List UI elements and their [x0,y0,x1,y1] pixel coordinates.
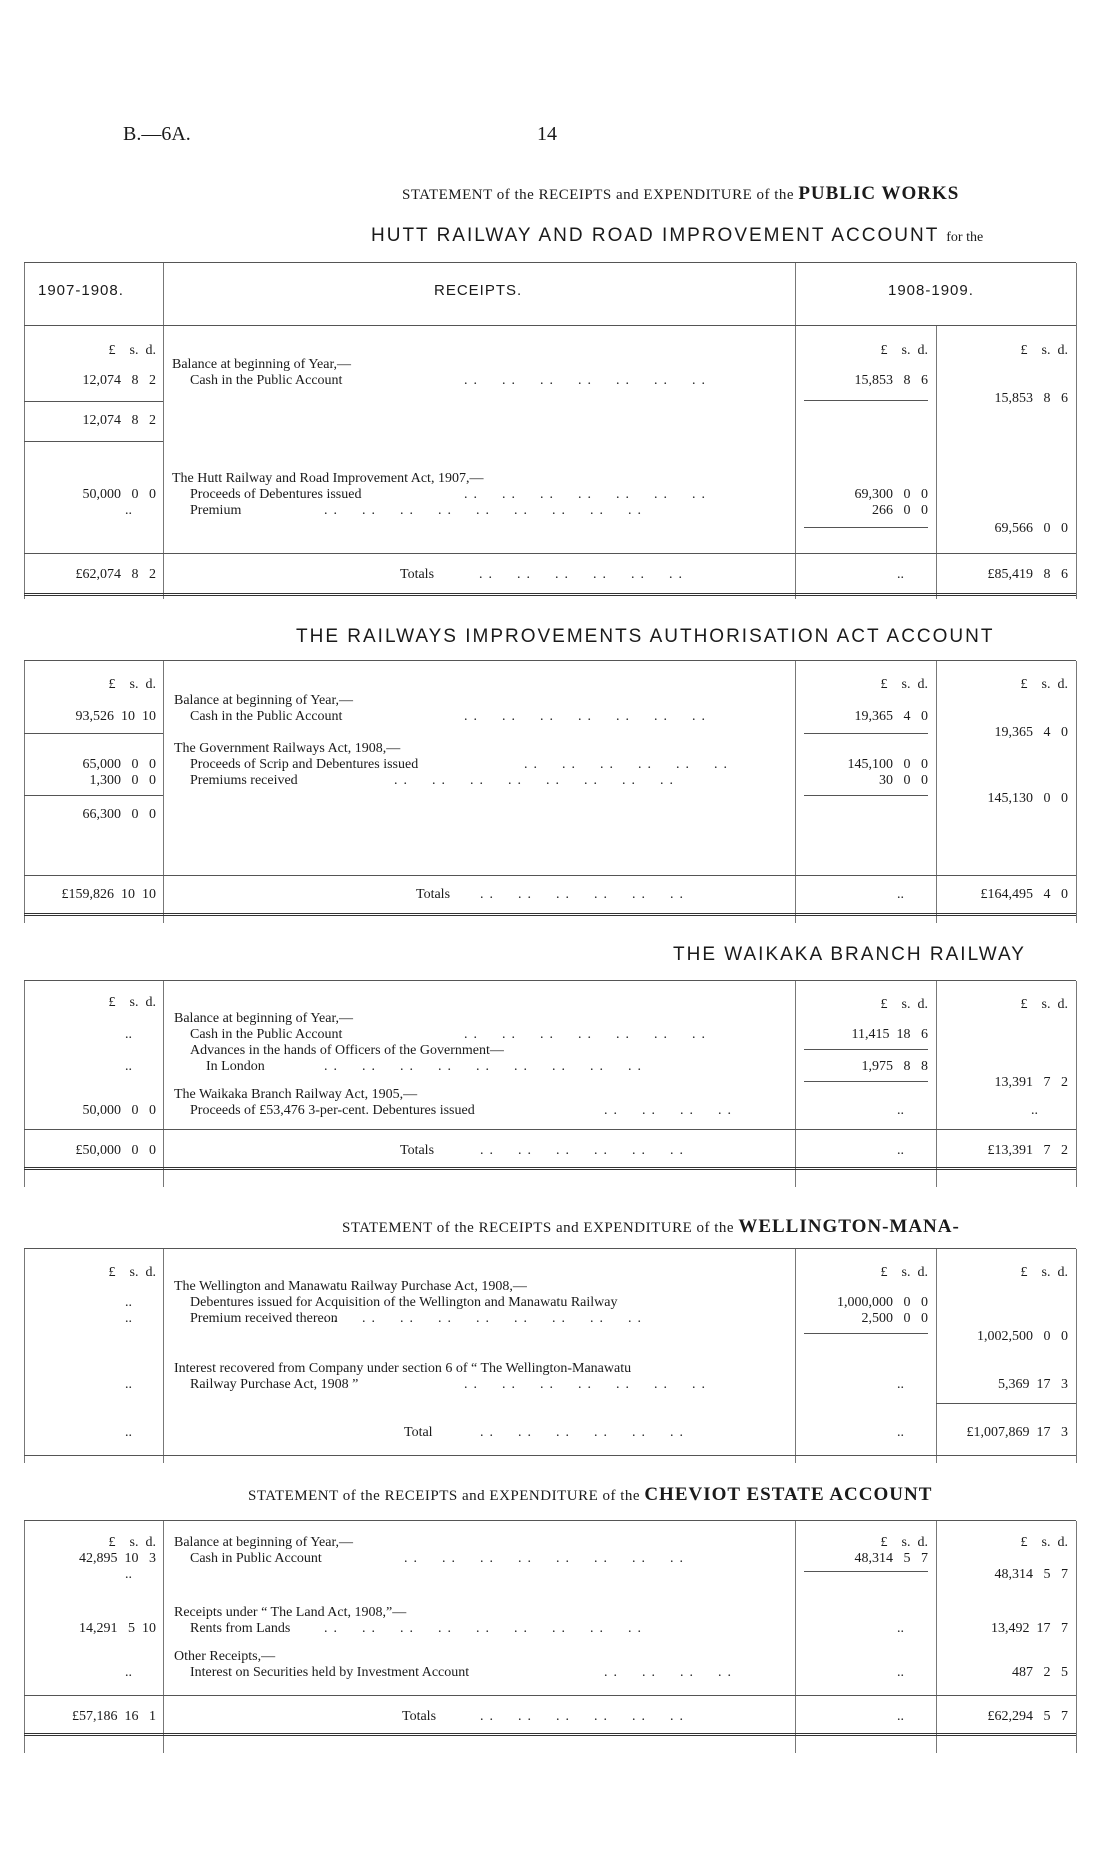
leader-dots: .. .. .. .. .. .. .. [464,373,711,388]
wellington-table [24,1248,1076,1463]
statement-bold-title: WELLINGTON-MANA- [738,1216,960,1237]
prev-dash-3: .. [125,1377,132,1392]
leader-dots: .. .. .. .. .. .. .. .. .. [324,1621,647,1636]
prev-total: £159,826 10 10 [61,887,156,902]
balance-heading: Balance at beginning of Year,— [174,1011,354,1026]
act-item-debentures: Proceeds of Debentures issued [190,487,362,502]
col-header-receipts: RECEIPTS. [434,282,523,299]
lsd-header: £ s. d. [1020,343,1068,358]
receipts-right: 13,492 17 7 [991,1621,1068,1636]
cur-total: £13,391 7 2 [987,1143,1068,1158]
other-item: Interest on Securities held by Investment Account [190,1665,470,1680]
statement-prefix: STATEMENT of the RECEIPTS and EXPENDITURE of the [402,187,795,203]
cur-act-2: 266 0 0 [872,503,928,518]
mid-total: .. [897,887,904,902]
statement-prefix: STATEMENT of the RECEIPTS and EXPENDITURE of the [342,1220,735,1236]
cur-total: £1,007,869 17 3 [966,1425,1068,1440]
prev-dash-2: .. [125,1665,132,1680]
lsd-header: £ s. d. [108,1535,156,1550]
cur-balance: 15,853 8 6 [854,373,928,388]
leader-dots: .. .. .. .. .. .. [480,1425,689,1440]
balance-item-advances: Advances in the hands of Officers of the Government— [190,1043,504,1058]
balance-heading: Balance at beginning of Year,— [174,693,354,708]
cur-act-2: 30 0 0 [879,773,928,788]
prev-dash: .. [125,503,132,518]
cur-act-1: 145,100 0 0 [847,757,928,772]
leader-dots: .. .. .. .. [604,1103,737,1118]
prev-balance: 12,074 8 2 [82,373,156,388]
cur-act-2: 2,500 0 0 [861,1311,928,1326]
cur-act-mid: .. [897,1103,904,1118]
cur-total: £164,495 4 0 [980,887,1068,902]
cur-act-total: 145,130 0 0 [987,791,1068,806]
statement-heading-cheviot [248,1484,932,1506]
cur-act-total: 1,002,500 0 0 [977,1329,1068,1344]
lsd-header: £ s. d. [1020,677,1068,692]
leader-dots: .. .. .. .. .. .. [480,1143,689,1158]
hutt-title-suffix: for the [946,230,984,245]
act-item-scrip: Proceeds of Scrip and Debentures issued [190,757,419,772]
hutt-title: HUTT RAILWAY AND ROAD IMPROVEMENT ACCOUNT [371,225,939,246]
lsd-header: £ s. d. [108,677,156,692]
prev-dash-1: .. [125,1027,132,1042]
cheviot-table [24,1520,1076,1753]
act-item: Proceeds of £53,476 3-per-cent. Debentures issued [190,1103,475,1118]
mid-total: .. [897,567,904,582]
act-item-premium: Premium received thereon [190,1311,338,1326]
cur-total: £62,294 5 7 [987,1709,1068,1724]
leader-dots: .. .. .. .. .. .. .. [464,709,711,724]
lsd-header: £ s. d. [1020,1535,1068,1550]
interest-right: 5,369 17 3 [998,1377,1068,1392]
cur-balance: 48,314 5 7 [854,1551,928,1566]
section-title-waikaka: THE WAIKAKA BRANCH RAILWAY [673,944,1026,965]
hutt-table [24,262,1076,599]
totals-label: Totals [400,1143,435,1158]
leader-dots: .. .. .. .. .. .. .. [464,1377,711,1392]
leader-dots: .. .. .. .. .. .. .. .. [404,1551,689,1566]
other-heading: Other Receipts,— [174,1649,276,1664]
col-header-1908-1909: 1908-1909. [888,282,974,299]
mid-total: .. [897,1425,904,1440]
prev-dash-1: .. [125,1567,132,1582]
section-title-hutt [371,225,983,247]
act-heading: The Hutt Railway and Road Improvement Act, 1907,— [172,471,484,486]
totals-label: Totals [416,887,451,902]
prev-total: £50,000 0 0 [75,1143,156,1158]
statement-heading-wellington [342,1216,960,1238]
balance-item-cash: Cash in the Public Account [190,1027,343,1042]
balance-heading: Balance at beginning of Year,— [172,357,352,372]
document-reference: B.—6A. [123,123,191,145]
cur-act-1: 69,300 0 0 [854,487,928,502]
cur-act-1: 1,000,000 0 0 [837,1295,928,1310]
prev-act-2: 1,300 0 0 [89,773,156,788]
act-heading: The Wellington and Manawatu Railway Purchase Act, 1908,— [174,1279,527,1294]
act-heading: The Waikaka Branch Railway Act, 1905,— [174,1087,418,1102]
act-item-premium: Premium [190,503,242,518]
receipts-mid: .. [897,1621,904,1636]
statement-bold-title: PUBLIC WORKS [798,183,960,204]
prev-act-1: 65,000 0 0 [82,757,156,772]
leader-dots: .. .. .. .. .. .. [479,567,688,582]
cur-balance-total: 48,314 5 7 [994,1567,1068,1582]
cur-total: £85,419 8 6 [987,567,1068,582]
lsd-header: £ s. d. [880,343,928,358]
leader-dots: .. .. .. .. .. .. .. [464,1027,711,1042]
leader-dots: .. .. .. .. .. .. [524,757,733,772]
lsd-header: £ s. d. [880,997,928,1012]
waikaka-table [24,980,1076,1187]
leader-dots: .. .. .. .. .. .. .. .. .. [324,1311,647,1326]
interest-line-1: Interest recovered from Company under section 6 of “ The Wellington-Manawatu [174,1361,632,1376]
receipts-heading: Receipts under “ The Land Act, 1908,”— [174,1605,407,1620]
statement-prefix: STATEMENT of the RECEIPTS and EXPENDITURE of the [248,1488,641,1504]
mid-total: .. [897,1709,904,1724]
leader-dots: .. .. .. .. .. .. [480,1709,689,1724]
lsd-header: £ s. d. [108,1265,156,1280]
prev-receipts: 14,291 5 10 [79,1621,156,1636]
lsd-header: £ s. d. [880,1535,928,1550]
cur-act-right: .. [1031,1103,1038,1118]
totals-label: Totals [402,1709,437,1724]
balance-item-london: In London [206,1059,265,1074]
cur-balance-1: 11,415 18 6 [851,1027,928,1042]
prev-total: £62,074 8 2 [75,567,156,582]
other-mid: .. [897,1665,904,1680]
act-item-debentures: Debentures issued for Acquisition of the Wellington and Manawatu Railway [190,1295,618,1310]
leader-dots: .. .. .. .. [604,1665,737,1680]
other-right: 487 2 5 [1012,1665,1068,1680]
mid-total: .. [897,1143,904,1158]
cur-act-total: 69,566 0 0 [994,521,1068,536]
cur-balance-total: 15,853 8 6 [994,391,1068,406]
lsd-header: £ s. d. [108,343,156,358]
lsd-header: £ s. d. [880,677,928,692]
lsd-header: £ s. d. [1020,997,1068,1012]
cur-balance-2: 1,975 8 8 [861,1059,928,1074]
leader-dots: .. .. .. .. .. .. .. [464,487,711,502]
cur-balance: 19,365 4 0 [854,709,928,724]
interest-mid: .. [897,1377,904,1392]
statement-heading-public-works [402,183,959,205]
prev-total: .. [125,1425,132,1440]
balance-item: Cash in the Public Account [190,709,343,724]
interest-line-2: Railway Purchase Act, 1908 ” [190,1377,359,1392]
total-label: Total [404,1425,433,1440]
section-title-railways: THE RAILWAYS IMPROVEMENTS AUTHORISATION ACT ACCOUNT [296,626,995,647]
prev-balance: 93,526 10 10 [75,709,156,724]
prev-dash-1: .. [125,1295,132,1310]
prev-dash-2: .. [125,1059,132,1074]
act-item-premiums: Premiums received [190,773,298,788]
lsd-header: £ s. d. [108,995,156,1010]
lsd-header: £ s. d. [880,1265,928,1280]
prev-act: 50,000 0 0 [82,1103,156,1118]
leader-dots: .. .. .. .. .. .. [480,887,689,902]
cur-balance-total: 13,391 7 2 [994,1075,1068,1090]
balance-item: Cash in the Public Account [190,373,343,388]
lsd-header: £ s. d. [1020,1265,1068,1280]
balance-heading: Balance at beginning of Year,— [174,1535,354,1550]
leader-dots: .. .. .. .. .. .. .. .. .. [324,1059,647,1074]
prev-total: £57,186 16 1 [72,1709,156,1724]
col-header-1907-1908: 1907-1908. [38,282,124,299]
leader-dots: .. .. .. .. .. .. .. .. .. [324,503,647,518]
railways-table [24,660,1076,923]
prev-balance: 42,895 10 3 [79,1551,156,1566]
totals-label: Totals [400,567,435,582]
leader-dots: .. .. .. .. .. .. .. .. [394,773,679,788]
act-heading: The Government Railways Act, 1908,— [174,741,401,756]
receipts-item: Rents from Lands [190,1621,291,1636]
prev-act: 50,000 0 0 [82,487,156,502]
statement-bold-title: CHEVIOT ESTATE ACCOUNT [644,1484,933,1505]
prev-dash-2: .. [125,1311,132,1326]
prev-subtotal: 12,074 8 2 [82,413,156,428]
balance-item: Cash in Public Account [190,1551,322,1566]
prev-act-total: 66,300 0 0 [82,807,156,822]
cur-balance-total: 19,365 4 0 [994,725,1068,740]
page-number: 14 [537,123,557,145]
